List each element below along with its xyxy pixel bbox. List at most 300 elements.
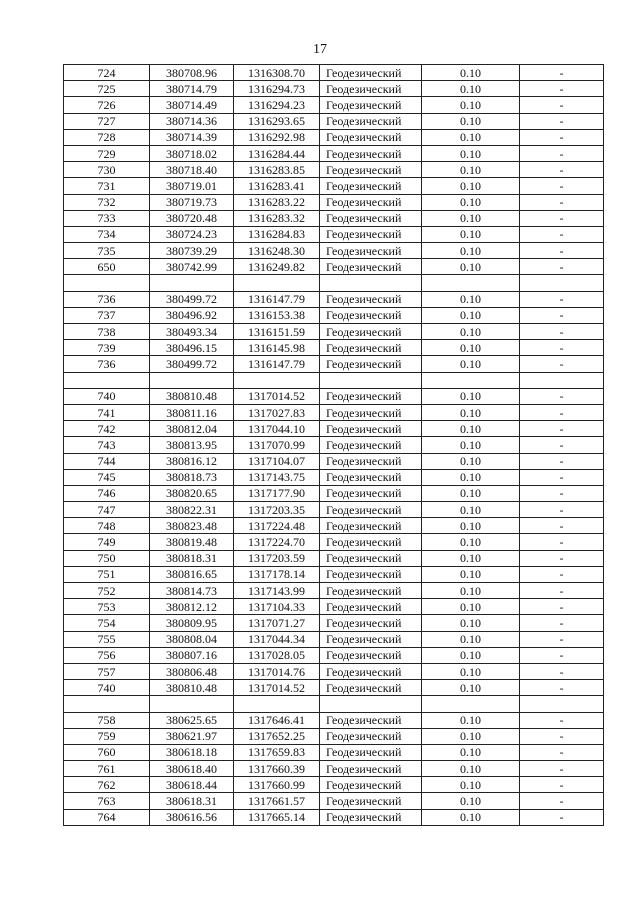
accuracy-cell: 0.10 xyxy=(422,291,520,307)
coordinates-table-body xyxy=(64,65,604,826)
x-coordinate-cell: 380816.12 xyxy=(150,453,234,469)
point-number-cell: 744 xyxy=(64,453,150,469)
x-coordinate-cell: 380819.48 xyxy=(150,534,234,550)
accuracy-cell: 0.10 xyxy=(422,777,520,793)
point-number-cell: 752 xyxy=(64,583,150,599)
table-row xyxy=(64,809,604,825)
accuracy-cell: 0.10 xyxy=(422,761,520,777)
y-coordinate-cell: 1317203.35 xyxy=(234,502,320,518)
point-number-cell: 754 xyxy=(64,615,150,631)
point-number-cell: 739 xyxy=(64,340,150,356)
method-cell: Геодезический xyxy=(320,453,422,469)
point-number-cell: 743 xyxy=(64,437,150,453)
method-cell: Геодезический xyxy=(320,129,422,145)
table-row xyxy=(64,647,604,663)
x-coordinate-cell: 380714.39 xyxy=(150,129,234,145)
x-coordinate-cell: 380818.31 xyxy=(150,550,234,566)
method-cell: Геодезический xyxy=(320,437,422,453)
description-cell: - xyxy=(520,194,604,210)
accuracy-cell: 0.10 xyxy=(422,744,520,760)
x-coordinate-cell: 380810.48 xyxy=(150,680,234,696)
method-cell: Геодезический xyxy=(320,728,422,744)
method-cell: Геодезический xyxy=(320,291,422,307)
table-row xyxy=(64,663,604,679)
y-coordinate-cell: 1316283.32 xyxy=(234,210,320,226)
accuracy-cell: 0.10 xyxy=(422,550,520,566)
accuracy-cell: 0.10 xyxy=(422,178,520,194)
table-row xyxy=(64,777,604,793)
description-cell: - xyxy=(520,534,604,550)
x-coordinate-cell: 380496.15 xyxy=(150,340,234,356)
point-number-cell: 763 xyxy=(64,793,150,809)
table-row xyxy=(64,178,604,194)
y-coordinate-cell: 1317014.52 xyxy=(234,388,320,404)
description-cell: - xyxy=(520,291,604,307)
point-number-cell xyxy=(64,372,150,388)
method-cell xyxy=(320,696,422,712)
point-number-cell: 734 xyxy=(64,226,150,242)
description-cell: - xyxy=(520,259,604,275)
description-cell: - xyxy=(520,226,604,242)
point-number-cell: 724 xyxy=(64,65,150,81)
y-coordinate-cell: 1317224.48 xyxy=(234,518,320,534)
y-coordinate-cell: 1317661.57 xyxy=(234,793,320,809)
point-number-cell: 725 xyxy=(64,81,150,97)
description-cell: - xyxy=(520,356,604,372)
y-coordinate-cell: 1317104.33 xyxy=(234,599,320,615)
table-row xyxy=(64,226,604,242)
table-row xyxy=(64,744,604,760)
description-cell: - xyxy=(520,809,604,825)
method-cell: Геодезический xyxy=(320,307,422,323)
accuracy-cell: 0.10 xyxy=(422,485,520,501)
x-coordinate-cell: 380499.72 xyxy=(150,291,234,307)
description-cell: - xyxy=(520,680,604,696)
x-coordinate-cell: 380808.04 xyxy=(150,631,234,647)
x-coordinate-cell: 380818.73 xyxy=(150,469,234,485)
description-cell: - xyxy=(520,81,604,97)
table-row xyxy=(64,437,604,453)
table-row xyxy=(64,566,604,582)
x-coordinate-cell: 380742.99 xyxy=(150,259,234,275)
x-coordinate-cell: 380714.79 xyxy=(150,81,234,97)
x-coordinate-cell: 380807.16 xyxy=(150,647,234,663)
table-row xyxy=(64,291,604,307)
x-coordinate-cell: 380493.34 xyxy=(150,324,234,340)
table-row xyxy=(64,275,604,291)
description-cell: - xyxy=(520,324,604,340)
y-coordinate-cell: 1316283.41 xyxy=(234,178,320,194)
y-coordinate-cell: 1317659.83 xyxy=(234,744,320,760)
method-cell: Геодезический xyxy=(320,550,422,566)
point-number-cell: 727 xyxy=(64,113,150,129)
description-cell: - xyxy=(520,518,604,534)
y-coordinate-cell: 1316284.44 xyxy=(234,145,320,161)
x-coordinate-cell: 380714.36 xyxy=(150,113,234,129)
method-cell: Геодезический xyxy=(320,615,422,631)
description-cell: - xyxy=(520,566,604,582)
table-row xyxy=(64,469,604,485)
point-number-cell: 726 xyxy=(64,97,150,113)
table-row xyxy=(64,712,604,728)
method-cell: Геодезический xyxy=(320,178,422,194)
point-number-cell: 746 xyxy=(64,485,150,501)
x-coordinate-cell: 380719.73 xyxy=(150,194,234,210)
y-coordinate-cell: 1317665.14 xyxy=(234,809,320,825)
description-cell: - xyxy=(520,97,604,113)
method-cell: Геодезический xyxy=(320,761,422,777)
point-number-cell: 748 xyxy=(64,518,150,534)
x-coordinate-cell: 380499.72 xyxy=(150,356,234,372)
y-coordinate-cell: 1317224.70 xyxy=(234,534,320,550)
y-coordinate-cell: 1316294.23 xyxy=(234,97,320,113)
method-cell: Геодезический xyxy=(320,388,422,404)
description-cell: - xyxy=(520,65,604,81)
method-cell: Геодезический xyxy=(320,259,422,275)
method-cell: Геодезический xyxy=(320,502,422,518)
accuracy-cell: 0.10 xyxy=(422,421,520,437)
method-cell: Геодезический xyxy=(320,599,422,615)
method-cell: Геодезический xyxy=(320,583,422,599)
x-coordinate-cell: 380820.65 xyxy=(150,485,234,501)
method-cell: Геодезический xyxy=(320,97,422,113)
table-row xyxy=(64,502,604,518)
x-coordinate-cell xyxy=(150,275,234,291)
method-cell: Геодезический xyxy=(320,663,422,679)
y-coordinate-cell: 1317104.07 xyxy=(234,453,320,469)
accuracy-cell: 0.10 xyxy=(422,663,520,679)
description-cell: - xyxy=(520,210,604,226)
accuracy-cell: 0.10 xyxy=(422,583,520,599)
description-cell: - xyxy=(520,615,604,631)
y-coordinate-cell: 1317070.99 xyxy=(234,437,320,453)
table-row xyxy=(64,583,604,599)
method-cell: Геодезический xyxy=(320,226,422,242)
accuracy-cell: 0.10 xyxy=(422,307,520,323)
y-coordinate-cell xyxy=(234,696,320,712)
y-coordinate-cell: 1317660.39 xyxy=(234,761,320,777)
accuracy-cell: 0.10 xyxy=(422,97,520,113)
accuracy-cell: 0.10 xyxy=(422,647,520,663)
method-cell xyxy=(320,372,422,388)
description-cell: - xyxy=(520,437,604,453)
method-cell: Геодезический xyxy=(320,809,422,825)
accuracy-cell: 0.10 xyxy=(422,809,520,825)
method-cell: Геодезический xyxy=(320,81,422,97)
point-number-cell: 764 xyxy=(64,809,150,825)
point-number-cell: 736 xyxy=(64,356,150,372)
table-row xyxy=(64,550,604,566)
description-cell: - xyxy=(520,663,604,679)
point-number-cell: 735 xyxy=(64,243,150,259)
table-row xyxy=(64,356,604,372)
method-cell: Геодезический xyxy=(320,65,422,81)
x-coordinate-cell: 380719.01 xyxy=(150,178,234,194)
y-coordinate-cell xyxy=(234,372,320,388)
accuracy-cell xyxy=(422,696,520,712)
y-coordinate-cell: 1316284.83 xyxy=(234,226,320,242)
y-coordinate-cell: 1317203.59 xyxy=(234,550,320,566)
accuracy-cell: 0.10 xyxy=(422,453,520,469)
point-number-cell: 756 xyxy=(64,647,150,663)
accuracy-cell xyxy=(422,275,520,291)
point-number-cell xyxy=(64,275,150,291)
y-coordinate-cell: 1317646.41 xyxy=(234,712,320,728)
table-row xyxy=(64,631,604,647)
table-row xyxy=(64,194,604,210)
accuracy-cell: 0.10 xyxy=(422,145,520,161)
x-coordinate-cell: 380823.48 xyxy=(150,518,234,534)
method-cell: Геодезический xyxy=(320,194,422,210)
method-cell: Геодезический xyxy=(320,340,422,356)
y-coordinate-cell: 1317071.27 xyxy=(234,615,320,631)
method-cell: Геодезический xyxy=(320,647,422,663)
point-number-cell: 760 xyxy=(64,744,150,760)
y-coordinate-cell: 1317044.10 xyxy=(234,421,320,437)
method-cell: Геодезический xyxy=(320,421,422,437)
accuracy-cell: 0.10 xyxy=(422,129,520,145)
method-cell: Геодезический xyxy=(320,518,422,534)
accuracy-cell: 0.10 xyxy=(422,680,520,696)
accuracy-cell: 0.10 xyxy=(422,324,520,340)
point-number-cell: 737 xyxy=(64,307,150,323)
description-cell xyxy=(520,275,604,291)
table-row xyxy=(64,680,604,696)
point-number-cell: 758 xyxy=(64,712,150,728)
accuracy-cell: 0.10 xyxy=(422,226,520,242)
x-coordinate-cell: 380720.48 xyxy=(150,210,234,226)
table-row xyxy=(64,599,604,615)
accuracy-cell: 0.10 xyxy=(422,437,520,453)
point-number-cell: 730 xyxy=(64,162,150,178)
table-row xyxy=(64,696,604,712)
accuracy-cell: 0.10 xyxy=(422,599,520,615)
description-cell: - xyxy=(520,485,604,501)
y-coordinate-cell xyxy=(234,275,320,291)
point-number-cell: 728 xyxy=(64,129,150,145)
description-cell: - xyxy=(520,243,604,259)
accuracy-cell: 0.10 xyxy=(422,566,520,582)
accuracy-cell: 0.10 xyxy=(422,113,520,129)
accuracy-cell: 0.10 xyxy=(422,259,520,275)
x-coordinate-cell: 380714.49 xyxy=(150,97,234,113)
table-row xyxy=(64,113,604,129)
accuracy-cell: 0.10 xyxy=(422,388,520,404)
table-row xyxy=(64,129,604,145)
x-coordinate-cell: 380813.95 xyxy=(150,437,234,453)
y-coordinate-cell: 1317652.25 xyxy=(234,728,320,744)
accuracy-cell: 0.10 xyxy=(422,502,520,518)
method-cell: Геодезический xyxy=(320,145,422,161)
method-cell: Геодезический xyxy=(320,210,422,226)
description-cell: - xyxy=(520,728,604,744)
method-cell: Геодезический xyxy=(320,485,422,501)
description-cell: - xyxy=(520,129,604,145)
point-number-cell: 751 xyxy=(64,566,150,582)
method-cell: Геодезический xyxy=(320,793,422,809)
table-row xyxy=(64,793,604,809)
y-coordinate-cell: 1316147.79 xyxy=(234,291,320,307)
x-coordinate-cell: 380811.16 xyxy=(150,404,234,420)
y-coordinate-cell: 1317143.75 xyxy=(234,469,320,485)
y-coordinate-cell: 1317014.76 xyxy=(234,663,320,679)
y-coordinate-cell: 1316308.70 xyxy=(234,65,320,81)
table-row xyxy=(64,243,604,259)
x-coordinate-cell: 380814.73 xyxy=(150,583,234,599)
point-number-cell: 740 xyxy=(64,388,150,404)
accuracy-cell: 0.10 xyxy=(422,534,520,550)
method-cell: Геодезический xyxy=(320,680,422,696)
description-cell: - xyxy=(520,599,604,615)
accuracy-cell: 0.10 xyxy=(422,65,520,81)
method-cell: Геодезический xyxy=(320,243,422,259)
table-row xyxy=(64,210,604,226)
y-coordinate-cell: 1316145.98 xyxy=(234,340,320,356)
x-coordinate-cell: 380496.92 xyxy=(150,307,234,323)
accuracy-cell: 0.10 xyxy=(422,210,520,226)
table-row xyxy=(64,81,604,97)
y-coordinate-cell: 1317660.99 xyxy=(234,777,320,793)
table-row xyxy=(64,162,604,178)
method-cell: Геодезический xyxy=(320,113,422,129)
table-row xyxy=(64,615,604,631)
point-number-cell: 740 xyxy=(64,680,150,696)
y-coordinate-cell: 1317178.14 xyxy=(234,566,320,582)
description-cell: - xyxy=(520,583,604,599)
table-row xyxy=(64,372,604,388)
description-cell: - xyxy=(520,793,604,809)
x-coordinate-cell: 380812.04 xyxy=(150,421,234,437)
description-cell: - xyxy=(520,761,604,777)
accuracy-cell: 0.10 xyxy=(422,793,520,809)
description-cell: - xyxy=(520,631,604,647)
method-cell: Геодезический xyxy=(320,356,422,372)
description-cell: - xyxy=(520,404,604,420)
description-cell: - xyxy=(520,469,604,485)
y-coordinate-cell: 1316283.85 xyxy=(234,162,320,178)
point-number-cell: 733 xyxy=(64,210,150,226)
accuracy-cell: 0.10 xyxy=(422,728,520,744)
point-number-cell: 650 xyxy=(64,259,150,275)
accuracy-cell: 0.10 xyxy=(422,469,520,485)
table-row xyxy=(64,404,604,420)
point-number-cell: 732 xyxy=(64,194,150,210)
x-coordinate-cell: 380810.48 xyxy=(150,388,234,404)
description-cell: - xyxy=(520,744,604,760)
point-number-cell: 745 xyxy=(64,469,150,485)
description-cell: - xyxy=(520,307,604,323)
y-coordinate-cell: 1317143.99 xyxy=(234,583,320,599)
table-row xyxy=(64,421,604,437)
accuracy-cell: 0.10 xyxy=(422,356,520,372)
x-coordinate-cell: 380822.31 xyxy=(150,502,234,518)
table-row xyxy=(64,485,604,501)
table-row xyxy=(64,761,604,777)
method-cell: Геодезический xyxy=(320,469,422,485)
table-row xyxy=(64,518,604,534)
table-row xyxy=(64,307,604,323)
y-coordinate-cell: 1316294.73 xyxy=(234,81,320,97)
method-cell: Геодезический xyxy=(320,404,422,420)
accuracy-cell: 0.10 xyxy=(422,518,520,534)
point-number-cell xyxy=(64,696,150,712)
method-cell: Геодезический xyxy=(320,631,422,647)
x-coordinate-cell: 380618.31 xyxy=(150,793,234,809)
method-cell: Геодезический xyxy=(320,162,422,178)
point-number-cell: 750 xyxy=(64,550,150,566)
method-cell: Геодезический xyxy=(320,712,422,728)
x-coordinate-cell: 380618.44 xyxy=(150,777,234,793)
y-coordinate-cell: 1316293.65 xyxy=(234,113,320,129)
description-cell: - xyxy=(520,550,604,566)
y-coordinate-cell: 1316249.82 xyxy=(234,259,320,275)
method-cell: Геодезический xyxy=(320,777,422,793)
y-coordinate-cell: 1316283.22 xyxy=(234,194,320,210)
y-coordinate-cell: 1317027.83 xyxy=(234,404,320,420)
table-row xyxy=(64,340,604,356)
y-coordinate-cell: 1317014.52 xyxy=(234,680,320,696)
y-coordinate-cell: 1316292.98 xyxy=(234,129,320,145)
accuracy-cell: 0.10 xyxy=(422,404,520,420)
description-cell xyxy=(520,372,604,388)
description-cell: - xyxy=(520,340,604,356)
y-coordinate-cell: 1316248.30 xyxy=(234,243,320,259)
point-number-cell: 729 xyxy=(64,145,150,161)
point-number-cell: 741 xyxy=(64,404,150,420)
point-number-cell: 757 xyxy=(64,663,150,679)
method-cell: Геодезический xyxy=(320,744,422,760)
point-number-cell: 738 xyxy=(64,324,150,340)
x-coordinate-cell: 380718.02 xyxy=(150,145,234,161)
table-row xyxy=(64,453,604,469)
table-row xyxy=(64,324,604,340)
accuracy-cell: 0.10 xyxy=(422,162,520,178)
accuracy-cell: 0.10 xyxy=(422,631,520,647)
x-coordinate-cell: 380806.48 xyxy=(150,663,234,679)
x-coordinate-cell: 380618.40 xyxy=(150,761,234,777)
x-coordinate-cell: 380816.65 xyxy=(150,566,234,582)
description-cell: - xyxy=(520,453,604,469)
description-cell: - xyxy=(520,777,604,793)
description-cell: - xyxy=(520,113,604,129)
table-row xyxy=(64,97,604,113)
accuracy-cell: 0.10 xyxy=(422,243,520,259)
y-coordinate-cell: 1317028.05 xyxy=(234,647,320,663)
page-number: 17 xyxy=(313,42,327,57)
point-number-cell: 736 xyxy=(64,291,150,307)
x-coordinate-cell: 380616.56 xyxy=(150,809,234,825)
table-row xyxy=(64,65,604,81)
point-number-cell: 731 xyxy=(64,178,150,194)
table-row xyxy=(64,728,604,744)
x-coordinate-cell: 380809.95 xyxy=(150,615,234,631)
point-number-cell: 749 xyxy=(64,534,150,550)
accuracy-cell: 0.10 xyxy=(422,81,520,97)
description-cell: - xyxy=(520,145,604,161)
x-coordinate-cell: 380718.40 xyxy=(150,162,234,178)
point-number-cell: 755 xyxy=(64,631,150,647)
method-cell xyxy=(320,275,422,291)
accuracy-cell: 0.10 xyxy=(422,340,520,356)
x-coordinate-cell xyxy=(150,372,234,388)
x-coordinate-cell: 380724.23 xyxy=(150,226,234,242)
coordinates-table xyxy=(63,64,604,826)
point-number-cell: 759 xyxy=(64,728,150,744)
x-coordinate-cell: 380739.29 xyxy=(150,243,234,259)
y-coordinate-cell: 1316153.38 xyxy=(234,307,320,323)
table-row xyxy=(64,534,604,550)
point-number-cell: 742 xyxy=(64,421,150,437)
